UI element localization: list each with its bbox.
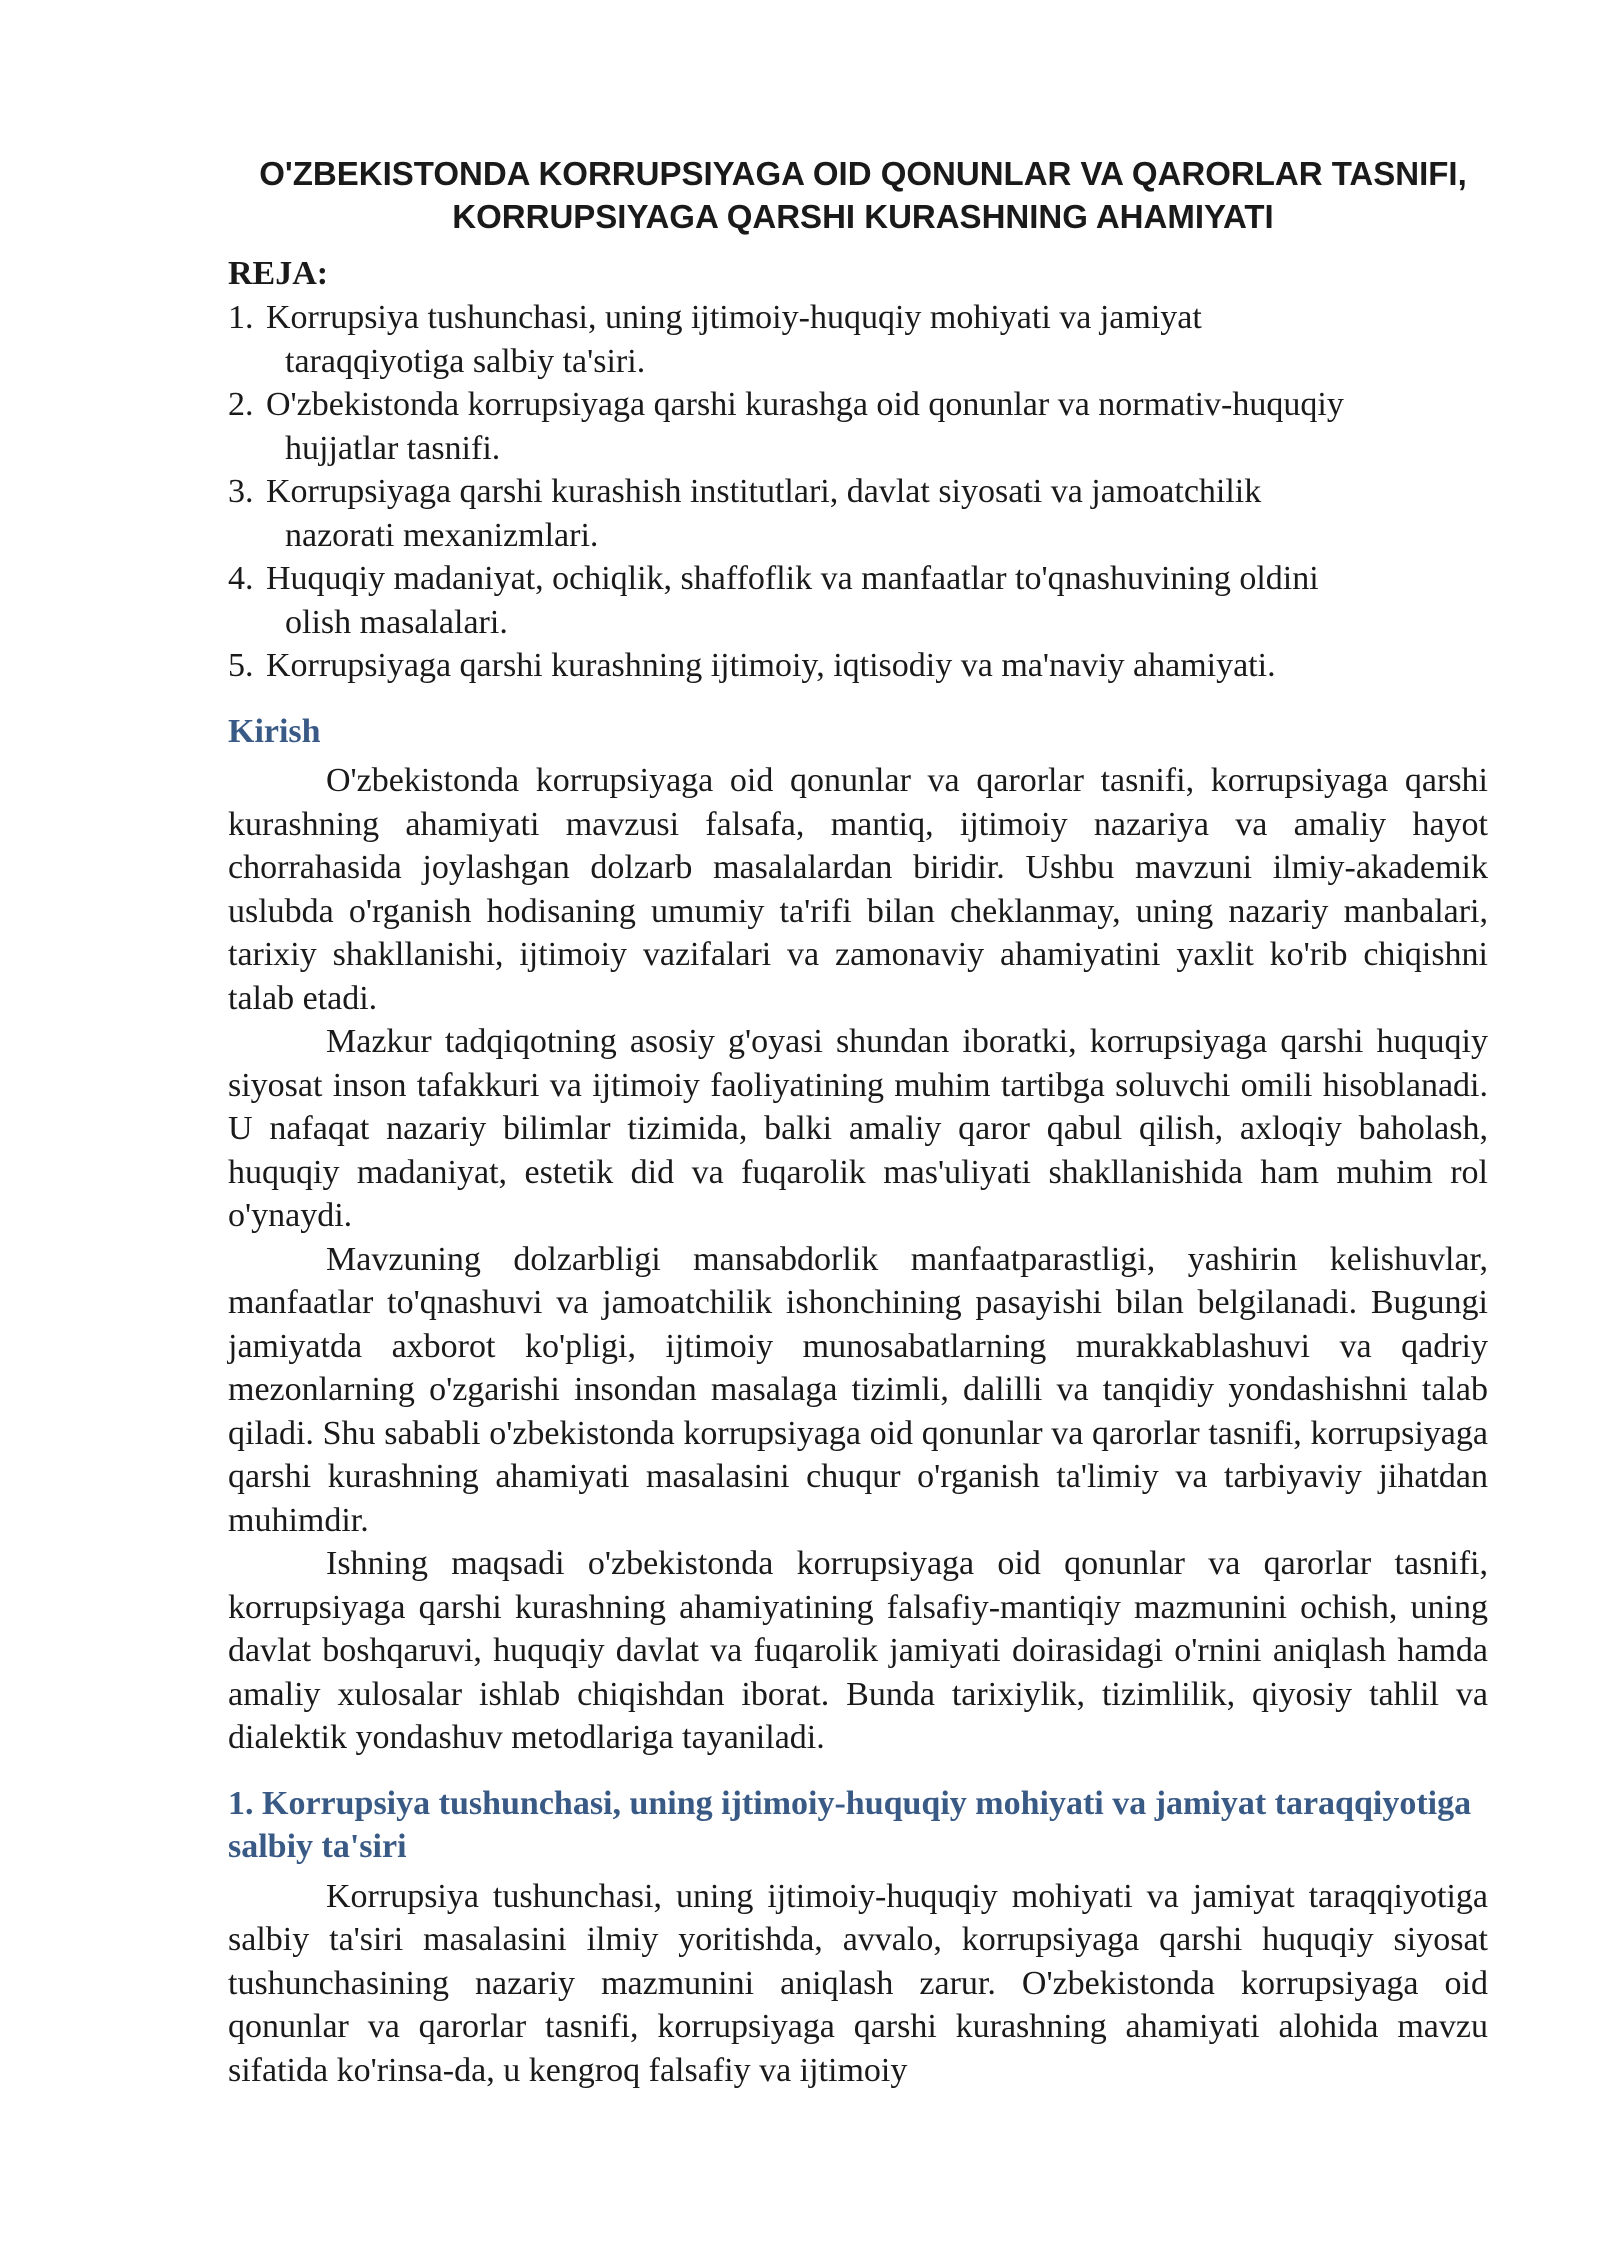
section-1-paragraph: Korrupsiya tushunchasi, uning ijtimoiy-huquqiy mohiyati va jamiyat taraqqiyotiga salbiy ta'siri masalasini ilmiy yoritishda, avvalo, korrupsiyaga qarshi huquqiy siyosat tushunchasining nazariy mazmunini aniqlash zarur. O'zbekistonda korrupsiyaga oid qonunlar va qarorlar tasnifi, korrupsiyaga qarshi kurashning ahamiyati alohida mavzu sifatida ko'rinsa-da, u kengroq falsafiy va ijtimoiy (228, 1877, 1488, 2089)
plan-item-continuation: olish masalalari. (285, 603, 508, 641)
plan-item (228, 296, 1488, 383)
document-title: O'ZBEKISTONDA KORRUPSIYAGA OID QONUNLAR VA QARORLAR TASNIFI, KORRUPSIYAGA QARSHI KURASHNING AHAMIYATI (259, 155, 1467, 235)
plan-item (228, 470, 1488, 557)
plan-item-line: Korrupsiyaga qarshi kurashish institutlari, davlat siyosati va jamoatchilik (266, 473, 1262, 510)
plan-item-text (266, 644, 1488, 688)
intro-paragraph: Mazkur tadqiqotning asosiy g'oyasi shundan iboratki, korrupsiyaga qarshi huquqiy siyosat inson tafakkuri va ijtimoiy faoliyatining muhim tartibga soluvchi omili hisoblanadi. U nafaqat nazariy bilimlar tizimida, balki amaliy qaror qabul qilish, axloqiy baholash, huquqiy madaniyat, estetik did va fuqarolik mas'uliyati shakllanishida ham muhim rol o'ynaydi. (228, 1023, 1488, 1234)
plan-item-number: 2. (228, 386, 254, 423)
plan-item-text (266, 557, 1488, 644)
plan-item-text (266, 296, 1488, 383)
plan-item-continuation: hujjatlar tasnifi. (285, 429, 501, 467)
section-1-heading: 1. Korrupsiya tushunchasi, uning ijtimoiy-huquqiy mohiyati va jamiyat taraqqiyotiga salbiy ta'siri (228, 1784, 1472, 1865)
plan-label: REJA: (228, 255, 329, 292)
intro-paragraph: Mavzuning dolzarbligi mansabdorlik manfaatparastligi, yashirin kelishuvlar, manfaatlar to'qnashuvi va jamoatchilik ishonchining pasayishi bilan belgilanadi. Bugungi jamiyatda axborot ko'pligi, ijtimoiy munosabatlarning murakkablashuvi va qadriy mezonlarning o'zgarishi insondan masalaga tizimli, dalilli va tanqidiy yondashishni talab qiladi. Shu sababli o'zbekistonda korrupsiyaga oid qonunlar va qarorlar tasnifi, korrupsiyaga qarshi kurashning ahamiyati masalasini chuqur o'rganish ta'limiy va tarbiyaviy jihatdan muhimdir. (228, 1240, 1488, 1539)
intro-paragraph: Ishning maqsadi o'zbekistonda korrupsiyaga oid qonunlar va qarorlar tasnifi, korrupsiyaga qarshi kurashning ahamiyatining falsafiy-mantiqiy mazmunini ochish, uning davlat boshqaruvi, huquqiy davlat va fuqarolik jamiyati doirasidagi o'rnini aniqlash hamda amaliy xulosalar ishlab chiqishdan iborat. Bunda tarixiylik, tizimlilik, qiyosiy tahlil va dialektik yondashuv metodlariga tayaniladi. (228, 1545, 1488, 1756)
plan-item (228, 644, 1488, 688)
intro-heading: Kirish (228, 712, 321, 750)
plan-item (228, 383, 1488, 470)
plan-item-number: 3. (228, 473, 254, 510)
plan-item-number: 5. (228, 647, 254, 684)
intro-paragraph: O'zbekistonda korrupsiyaga oid qonunlar va qarorlar tasnifi, korrupsiyaga qarshi kurashning ahamiyati mavzusi falsafa, mantiq, ijtimoiy nazariya va amaliy hayot chorrahasida joylashgan dolzarb masalalardan biridir. Ushbu mavzuni ilmiy-akademik uslubda o'rganish hodisaning umumiy ta'rifi bilan cheklanmay, uning nazariy manbalari, tarixiy shakllanishi, ijtimoiy vazifalari va zamonaviy ahamiyatini yaxlit ko'rib chiqishni talab etadi. (228, 762, 1488, 1017)
plan-item-line: Huquqiy madaniyat, ochiqlik, shaffoflik va manfaatlar to'qnashuvining oldini (266, 560, 1319, 597)
plan-item-number: 4. (228, 560, 254, 597)
plan-item-line: O'zbekistonda korrupsiyaga qarshi kurashga oid qonunlar va normativ-huquqiy (266, 386, 1344, 423)
plan-item-continuation: nazorati mexanizmlari. (285, 516, 599, 554)
plan-item-line: Korrupsiya tushunchasi, uning ijtimoiy-huquqiy mohiyati va jamiyat (266, 299, 1202, 336)
plan-list (228, 296, 1488, 688)
plan-item-text (266, 383, 1488, 470)
plan-item-number: 1. (228, 299, 254, 336)
plan-item (228, 557, 1488, 644)
plan-item-continuation: taraqqiyotiga salbiy ta'siri. (285, 342, 646, 380)
plan-item-line: Korrupsiyaga qarshi kurashning ijtimoiy, iqtisodiy va ma'naviy ahamiyati. (266, 647, 1276, 684)
plan-item-text (266, 470, 1488, 557)
